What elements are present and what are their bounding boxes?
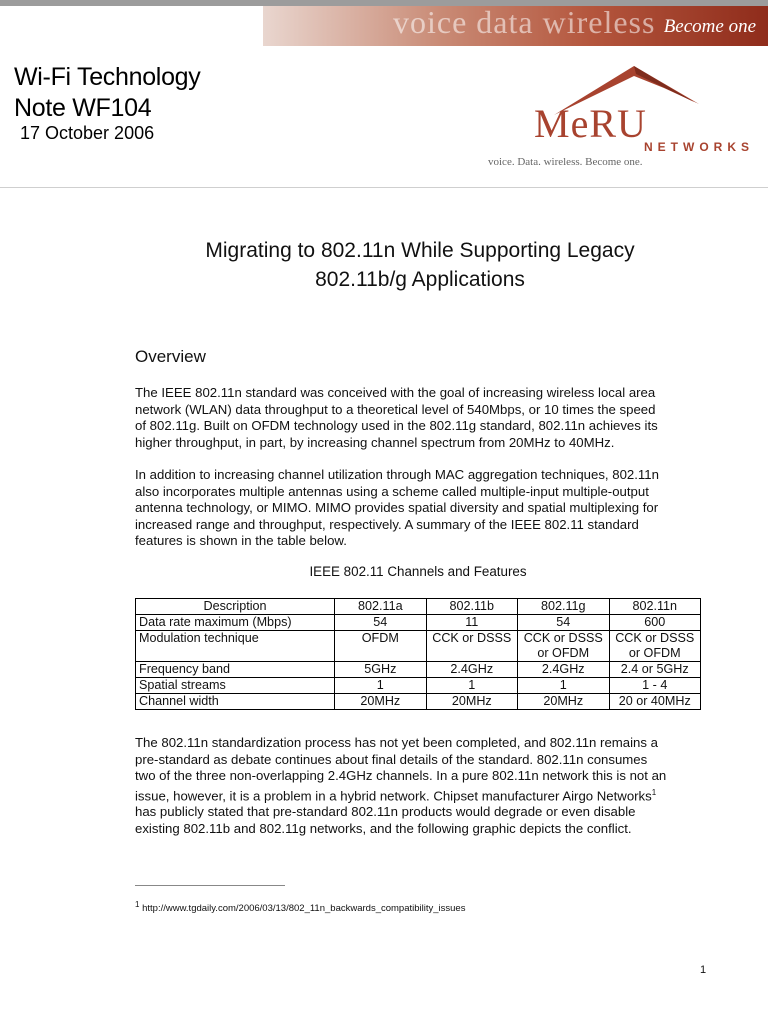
table-cell: Data rate maximum (Mbps)	[136, 615, 335, 631]
paragraph-line: of 802.11g. Built on OFDM technology used in the 802.11g standard, 802.11n achieves its	[135, 418, 658, 433]
footnote-divider	[135, 885, 285, 886]
paragraph-line-text: issue, however, it is a problem in a hybrid network. Chipset manufacturer Airgo Networks	[135, 787, 652, 803]
table-cell: 2.4 or 5GHz	[609, 662, 701, 678]
table-cell: CCK or DSSS	[426, 631, 517, 662]
table-cell: 2.4GHz	[518, 662, 609, 678]
table-row	[136, 631, 701, 662]
table-cell: 20MHz	[335, 694, 426, 710]
paragraph-line: increased range and throughput, respectively. A summary of the IEEE 802.11 standard	[135, 516, 639, 532]
table-cell: 1	[335, 678, 426, 694]
meru-logo	[484, 60, 764, 172]
table-cell: 54	[335, 615, 426, 631]
paragraph-line: also incorporates multiple antennas using a scheme called multiple-input multiple-output	[135, 483, 649, 499]
paragraph-line: features is shown in the table below.	[135, 533, 347, 548]
table-cell: OFDM	[335, 631, 426, 662]
overview-heading: Overview	[135, 347, 206, 366]
banner-motif: voice data wireless	[393, 6, 656, 40]
footnote-url[interactable]: http://www.tgdaily.com/2006/03/13/802_11n_backwards_compatibility_issues	[142, 903, 466, 915]
main-title	[120, 236, 720, 294]
table-header-cell: 802.11n	[609, 599, 701, 615]
table-row	[136, 615, 701, 631]
table-cell: 11	[426, 615, 517, 631]
table-row	[136, 678, 701, 694]
document-date: 17 October 2006	[20, 123, 155, 143]
document-title-line2: Note WF104	[14, 94, 152, 122]
table-cell: 1 - 4	[609, 678, 701, 694]
table-cell: 20 or 40MHz	[609, 694, 701, 710]
document-title-line1: Wi-Fi Technology	[14, 63, 201, 91]
banner-tagline: Become one	[663, 16, 756, 37]
standardization-paragraph	[135, 735, 715, 837]
footnote-reference: 1	[651, 787, 657, 797]
table-caption: IEEE 802.11 Channels and Features	[309, 564, 527, 579]
table-row	[136, 662, 701, 678]
main-title-line1: Migrating to 802.11n While Supporting Legacy	[205, 239, 635, 262]
logo-wordmark: MeRU	[534, 101, 647, 146]
table-cell: 600	[609, 615, 701, 631]
table-cell: 1	[426, 678, 517, 694]
paragraph-line: In addition to increasing channel utilization through MAC aggregation techniques, 802.11n	[135, 467, 659, 482]
table-cell: 1	[518, 678, 609, 694]
overview-paragraph-2	[135, 467, 715, 550]
table-header-cell: 802.11a	[335, 599, 426, 615]
paragraph-line: The 802.11n standardization process has not yet been completed, and 802.11n remains a	[135, 735, 658, 750]
paragraph-line: existing 802.11b and 802.11g networks, and the following graphic depicts the conflict.	[135, 820, 632, 836]
paragraph-line: higher throughput, in part, by increasing channel spectrum from 20MHz to 40MHz.	[135, 434, 615, 450]
paragraph-line	[135, 785, 715, 805]
table-cell: CCK or DSSS or OFDM	[518, 631, 609, 662]
logo-networks: NETWORKS	[644, 140, 754, 154]
table-cell: 54	[518, 615, 609, 631]
paragraph-line: pre-standard as debate continues about final details of the standard. 802.11n consumes	[135, 751, 648, 767]
table-cell: Channel width	[136, 694, 335, 710]
table-header-row	[136, 599, 701, 615]
header-divider	[0, 187, 768, 188]
paragraph-line: has publicly stated that pre-standard 802.11n products would degrade or even disable	[135, 804, 636, 820]
table-header-cell: 802.11g	[518, 599, 609, 615]
table-cell: 20MHz	[426, 694, 517, 710]
header-banner	[263, 6, 768, 46]
paragraph-line: antenna technology, or MIMO. MIMO provides spatial diversity and spatial multiplexing for	[135, 500, 659, 515]
table-row	[136, 694, 701, 710]
document-title	[14, 62, 200, 124]
main-title-line2: 802.11b/g Applications	[315, 268, 525, 291]
paragraph-line: two of the three non-overlapping 2.4GHz channels. In a pure 802.11n network this is not an	[135, 768, 667, 783]
table-cell: 20MHz	[518, 694, 609, 710]
overview-paragraph-1	[135, 385, 715, 451]
table-cell: Modulation technique	[136, 631, 335, 662]
table-cell: 2.4GHz	[426, 662, 517, 678]
table-header-cell: 802.11b	[426, 599, 517, 615]
logo-tagline: voice. Data. wireless. Become one.	[488, 156, 643, 168]
footnote	[135, 900, 465, 914]
table-header-cell: Description	[136, 599, 335, 615]
table-cell: 5GHz	[335, 662, 426, 678]
table-cell: CCK or DSSS or OFDM	[609, 631, 701, 662]
table-cell: Frequency band	[136, 662, 335, 678]
table-cell: Spatial streams	[136, 678, 335, 694]
page-number: 1	[700, 964, 707, 976]
paragraph-line: The IEEE 802.11n standard was conceived with the goal of increasing wireless local area	[135, 385, 656, 400]
paragraph-line: network (WLAN) data throughput to a theoretical level of 540Mbps, or 10 times the speed	[135, 401, 656, 417]
features-table	[135, 598, 701, 710]
footnote-marker: 1	[135, 900, 140, 909]
